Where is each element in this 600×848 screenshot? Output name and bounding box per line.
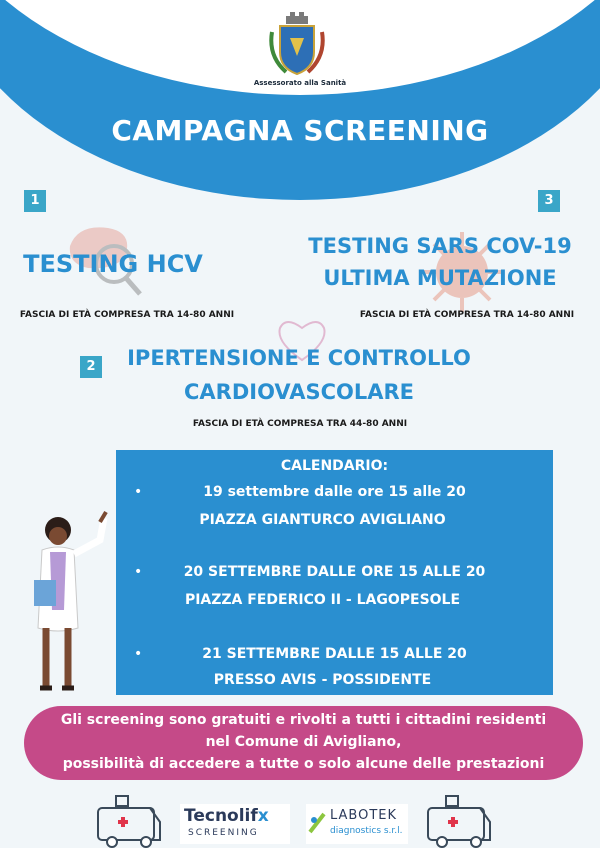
assessorato-label: Assessorato alla Sanità — [253, 79, 347, 87]
test-number-badge: 2 — [80, 356, 102, 378]
calendar-date: 19 settembre dalle ore 15 alle 20 — [203, 484, 466, 500]
labotek-logo — [306, 804, 408, 844]
test-sars-title-line2: ULTIMA MUTAZIONE — [323, 266, 557, 290]
tecnolife-logo — [180, 804, 290, 844]
calendar-place: PIAZZA FEDERICO II - LAGOPESOLE — [184, 592, 461, 608]
calendar-date: 20 SETTEMBRE DALLE ORE 15 ALLE 20 — [183, 564, 486, 580]
list-bullet: • — [134, 484, 143, 500]
labotek-mark-icon — [308, 812, 326, 834]
test-hcv-title: TESTING HCV — [23, 250, 203, 278]
test-cardio-age-range: FASCIA DI ETÀ COMPRESA TRA 44-80 ANNI — [192, 419, 408, 429]
notice-banner — [24, 706, 583, 780]
tecnolife-name: Tecnolif — [184, 806, 258, 826]
tecnolife-sub: SCREENING — [188, 828, 259, 838]
page-title: CAMPAGNA SCREENING — [111, 114, 489, 147]
labotek-sub: diagnostics s.r.l. — [330, 826, 403, 836]
municipal-crest-icon — [266, 12, 328, 80]
notice-line: nel Comune di Avigliano, — [205, 734, 402, 750]
ambulance-icon — [424, 790, 496, 848]
test-hcv-age-range: FASCIA DI ETÀ COMPRESA TRA 14-80 ANNI — [19, 310, 235, 320]
labotek-name: LABOTEK — [330, 808, 398, 823]
ambulance-icon — [94, 790, 166, 848]
calendar-date: 21 SETTEMBRE DALLE 15 ALLE 20 — [202, 646, 467, 662]
notice-line: Gli screening sono gratuiti e rivolti a tutti i cittadini residenti — [60, 712, 547, 728]
calendar-panel — [116, 450, 553, 695]
test-cardio-title-line1: IPERTENSIONE E CONTROLLO — [127, 346, 471, 370]
test-sars-title-line1: TESTING SARS COV-19 — [308, 234, 572, 258]
test-number-badge: 3 — [538, 190, 560, 212]
calendar-place: PRESSO AVIS - POSSIDENTE — [213, 672, 432, 688]
notice-line: possibilità di accedere a tutte o solo alcune delle prestazioni — [62, 756, 545, 772]
calendar-heading: CALENDARIO: — [280, 458, 389, 474]
test-sars-age-range: FASCIA DI ETÀ COMPRESA TRA 14-80 ANNI — [359, 310, 575, 320]
test-cardio-title-line2: CARDIOVASCOLARE — [184, 380, 414, 404]
test-number-badge: 1 — [24, 190, 46, 212]
tecnolife-x: x — [257, 806, 269, 826]
list-bullet: • — [134, 646, 143, 662]
list-bullet: • — [134, 564, 143, 580]
calendar-place: PIAZZA GIANTURCO AVIGLIANO — [199, 512, 446, 528]
